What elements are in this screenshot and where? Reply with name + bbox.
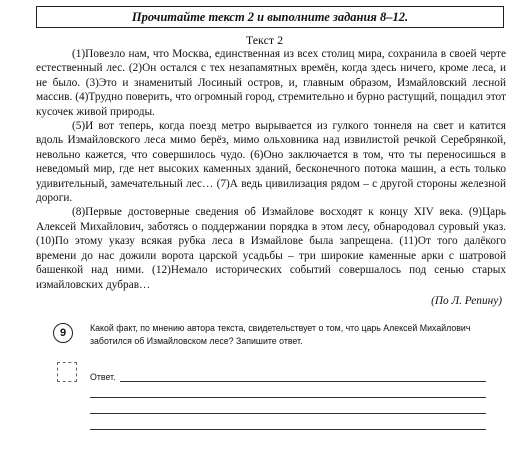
paragraph-3: (8)Первые достоверные сведения об Измайлове восходят к концу XIV века. (9)Царь Алексей Михайлович, заботясь о поддержании порядка в этом лесу, обнародовал суровый указ. (10)По этому указу всякая рубка леса в Измайлове была запрещена. (11)От того далёкого времени до нас дожили ворота царской усадьбы – три широкие каменные арки с шатровой башенкой над ними. (12)Немало исторических событий совершалось под сенью старых измайловских дубрав… xyxy=(36,206,506,291)
task-number-badge xyxy=(53,323,73,343)
text-author: (По Л. Репину) xyxy=(431,294,502,307)
answer-label: Ответ. xyxy=(90,372,116,382)
answer-line-2[interactable] xyxy=(90,397,486,398)
answer-line-4[interactable] xyxy=(90,429,486,430)
task-header-title: Прочитайте текст 2 и выполните задания 8–12. xyxy=(131,9,409,24)
answer-line-3[interactable] xyxy=(90,413,486,414)
answer-line-1[interactable] xyxy=(120,381,486,382)
paragraph-1: (1)Повезло нам, что Москва, единственная из всех столиц мира, сохранила в своей черте естественный лес. (2)Он остался с тех незапамятных времён, когда здесь ничего, кроме леса, и не было. (3)Это и знаменитый Лосиный остров, и, главным образом, Измайловский лесной массив. (4)Трудно поверить, что огромный город, стремительно и бурно растущий, пощадил этот кусочек живой природы. xyxy=(36,48,506,118)
task-question: Какой факт, по мнению автора текста, свидетельствует о том, что царь Алексей Михайлович заботился об Измайловском лесе? Запишите ответ. xyxy=(90,323,471,346)
text-title: Текст 2 xyxy=(245,33,284,47)
text-passage xyxy=(36,47,506,308)
task-header xyxy=(36,6,504,28)
paragraph-2: (5)И вот теперь, когда поезд метро вырывается из гулкого тоннеля на свет и катится вдоль Измайловского леса мимо берёз, мимо ольховника над извилистой речкой Серебрянкой, невольно кажется, что совершилось чудо. (6)Оно заключается в том, что ты переносишься в неведомый мир, где нет высоких каменных зданий, бесконечного потока машин, а есть только удивительный, замечательный лес… (7)А ведь цивилизация рядом – с другой стороны железной дороги. xyxy=(36,120,506,205)
task-number: 9 xyxy=(59,327,67,339)
answer-score-box xyxy=(57,362,77,382)
